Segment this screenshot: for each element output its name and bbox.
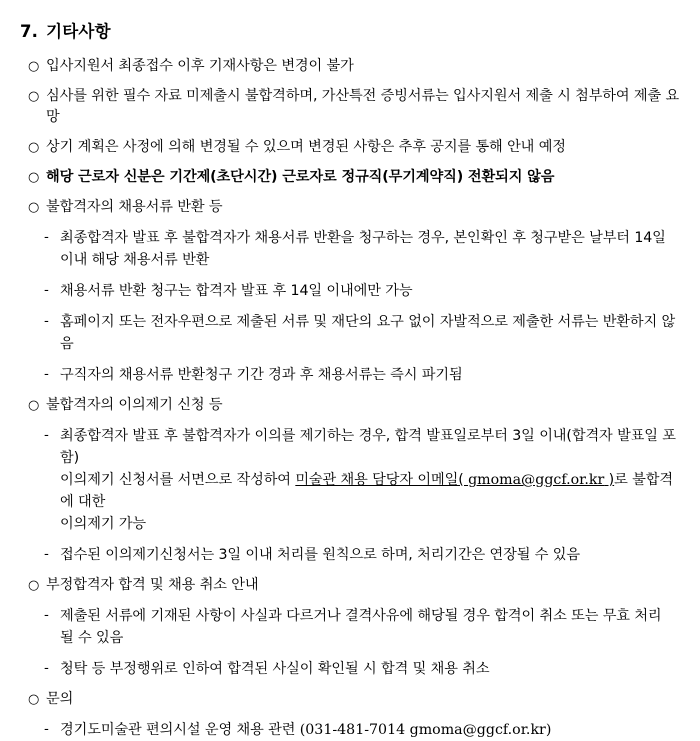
sub-list-item-objection bbox=[14, 425, 686, 535]
list-item bbox=[14, 197, 686, 218]
objection-text-post: 로 불합격에 대한 bbox=[60, 472, 673, 510]
sub-list-item-text: 청탁 등 부정행위로 인하여 합격된 사실이 확인될 시 합격 및 채용 취소 bbox=[60, 661, 490, 677]
contact-label: 경기도미술관 편의시설 운영 채용 관련 bbox=[60, 722, 300, 738]
list-item-text: 부정합격자 합격 및 채용 취소 안내 bbox=[46, 577, 259, 593]
sub-list-item-text bbox=[60, 719, 686, 741]
email-label-post: ) bbox=[604, 472, 615, 488]
list-item bbox=[14, 56, 686, 77]
objection-text-pre: 이의제기 신청서를 서면으로 작성하여 bbox=[60, 472, 296, 488]
sub-list-item bbox=[14, 658, 686, 680]
dash-bullet-icon: - bbox=[44, 607, 49, 623]
dash-bullet-icon: - bbox=[44, 546, 49, 562]
list-item-text: 불합격자의 이의제기 신청 등 bbox=[46, 397, 223, 413]
sub-list-item-text: 채용서류 반환 청구는 합격자 발표 후 14일 이내에만 가능 bbox=[60, 283, 413, 299]
page-title bbox=[20, 18, 686, 42]
contact-phone-and-email[interactable]: (031-481-7014 gmoma@ggcf.or.kr) bbox=[299, 722, 552, 738]
dash-bullet-icon: - bbox=[44, 427, 49, 443]
list-item-text: 문의 bbox=[46, 691, 74, 707]
dash-bullet-icon: - bbox=[44, 721, 49, 737]
sub-line-1: 최종합격자 발표 후 불합격자가 이의를 제기하는 경우, 합격 발표일로부터 3일 이내(합격자 발표일 포함) bbox=[60, 428, 676, 466]
circle-bullet-icon: ○ bbox=[28, 398, 40, 413]
dash-bullet-icon: - bbox=[44, 366, 49, 382]
list-item bbox=[14, 86, 686, 128]
list-item-inquiry bbox=[14, 689, 686, 710]
circle-bullet-icon: ○ bbox=[28, 89, 40, 104]
circle-bullet-icon: ○ bbox=[28, 578, 40, 593]
sub-list-item-text: 홈페이지 또는 전자우편으로 제출된 서류 및 재단의 요구 없이 자발적으로 제출한 서류는 반환하지 않음 bbox=[60, 314, 676, 352]
email-label-pre: 미술관 채용 담당자 이메일( bbox=[295, 472, 469, 488]
sub-list-item bbox=[14, 364, 686, 386]
sub-list-item-text bbox=[60, 605, 686, 649]
list-item-emphasis bbox=[14, 167, 686, 188]
section-title-text: 기타사항 bbox=[46, 22, 111, 41]
circle-bullet-icon: ○ bbox=[28, 59, 40, 74]
circle-bullet-icon: ○ bbox=[28, 170, 40, 185]
circle-bullet-icon: ○ bbox=[28, 692, 40, 707]
circle-bullet-icon: ○ bbox=[28, 140, 40, 155]
sub-line-2: 될 수 있음 bbox=[60, 630, 124, 646]
list-item-text: 상기 계획은 사정에 의해 변경될 수 있으며 변경된 사항은 추후 공지를 통해 안내 예정 bbox=[46, 139, 566, 155]
sub-list-item-text bbox=[60, 425, 686, 535]
list-item-text: 입사지원서 최종접수 이후 기재사항은 변경이 불가 bbox=[46, 58, 354, 74]
contact-email-address[interactable]: gmoma@ggcf.or.kr bbox=[468, 472, 605, 488]
sub-line-3: 이의제기 가능 bbox=[60, 516, 147, 532]
list-item bbox=[14, 137, 686, 158]
sub-list-item bbox=[14, 605, 686, 649]
sub-list-item bbox=[14, 311, 686, 355]
sub-list-item bbox=[14, 227, 686, 271]
list-item-text: 해당 근로자 신분은 기간제(초단시간) 근로자로 정규직(무기계약직) 전환되지 않음 bbox=[46, 169, 555, 185]
sub-line-2 bbox=[60, 469, 686, 513]
sub-line-2: 이내 해당 채용서류 반환 bbox=[60, 252, 210, 268]
list-item bbox=[14, 395, 686, 416]
list-item-text: 심사를 위한 필수 자료 미제출시 불합격하며, 가산특전 증빙서류는 입사지원서 제출 시 첨부하여 제출 요망 bbox=[46, 88, 680, 125]
circle-bullet-icon: ○ bbox=[28, 200, 40, 215]
section-number: 7. bbox=[20, 22, 39, 41]
contact-email-label bbox=[295, 472, 614, 488]
sub-line-1: 최종합격자 발표 후 불합격자가 채용서류 반환을 청구하는 경우, 본인확인 후 청구받은 날부터 14일 bbox=[60, 230, 666, 246]
sub-list-item-text bbox=[60, 227, 686, 271]
sub-list-item-contact bbox=[14, 719, 686, 741]
dash-bullet-icon: - bbox=[44, 660, 49, 676]
sub-list-item-text: 접수된 이의제기신청서는 3일 이내 처리를 원칙으로 하며, 처리기간은 연장될 수 있음 bbox=[60, 547, 581, 563]
sub-list-item-text: 구직자의 채용서류 반환청구 기간 경과 후 채용서류는 즉시 파기됨 bbox=[60, 367, 463, 383]
sub-line-1: 제출된 서류에 기재된 사항이 사실과 다르거나 결격사유에 해당될 경우 합격이 취소 또는 무효 처리 bbox=[60, 608, 662, 624]
dash-bullet-icon: - bbox=[44, 282, 49, 298]
sub-list-item bbox=[14, 544, 686, 566]
dash-bullet-icon: - bbox=[44, 229, 49, 245]
list-item-text: 불합격자의 채용서류 반환 등 bbox=[46, 199, 223, 215]
dash-bullet-icon: - bbox=[44, 313, 49, 329]
sub-list-item bbox=[14, 280, 686, 302]
list-item bbox=[14, 575, 686, 596]
